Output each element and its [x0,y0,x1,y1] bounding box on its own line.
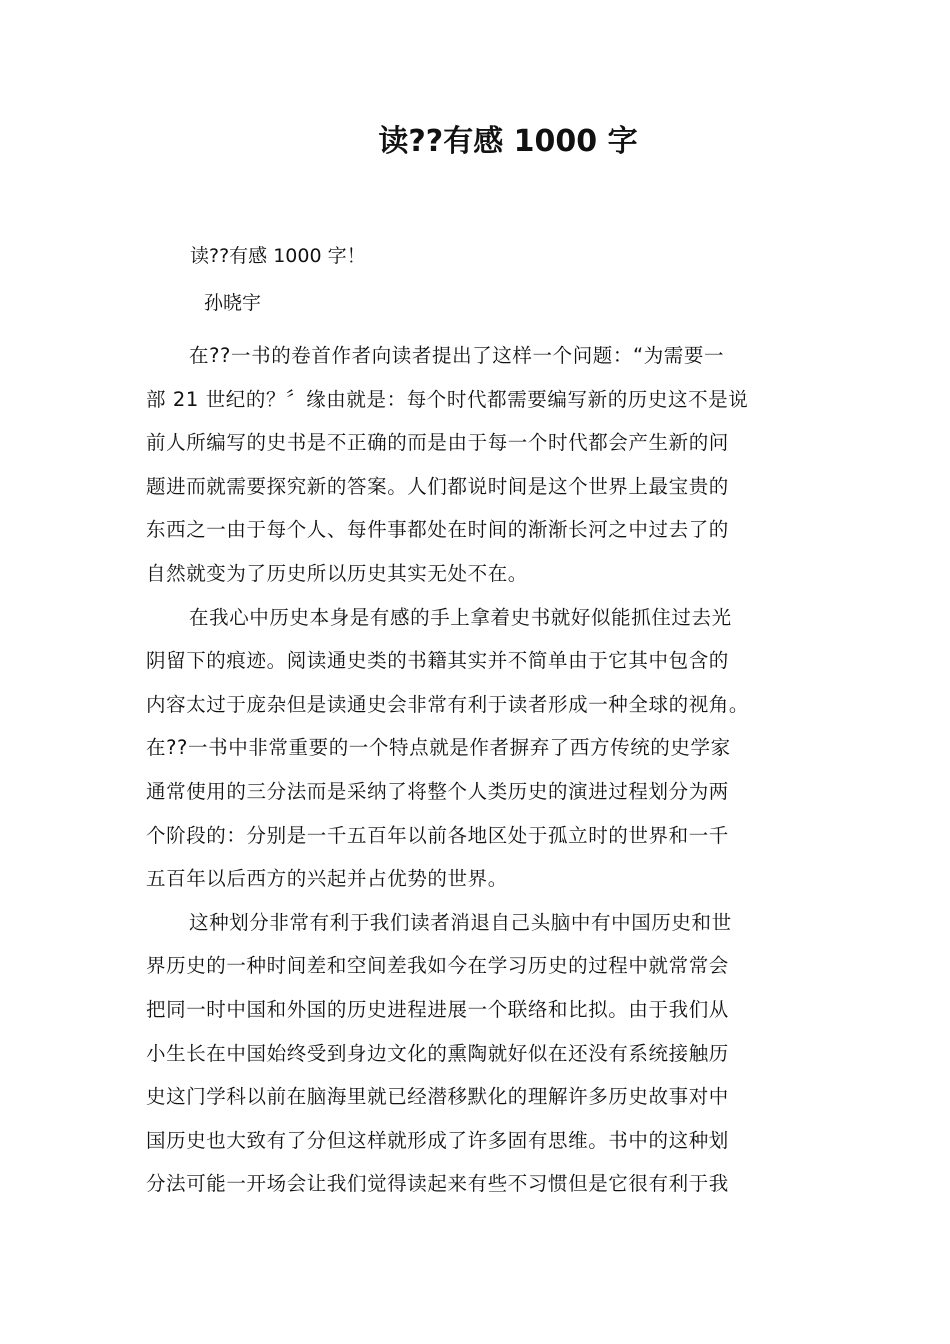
body-line: 小生长在中国始终受到身边文化的熏陶就好似在还没有系统接触历 [146,1041,729,1065]
body-line: 在??一书中非常重要的一个特点就是作者摒弃了西方传统的史学家 [146,736,731,760]
body-line: 内容太过于庞杂但是读通史会非常有利于读者形成一种全球的视角。 [146,692,750,716]
body-line: 在我心中历史本身是有感的手上拿着史书就好似能抓住过去光 [189,605,732,629]
body-text [146,334,806,1206]
body-line: 这种划分非常有利于我们读者消退自己头脑中有中国历史和世 [189,910,732,934]
author-name: 孙晓宇 [204,292,262,314]
body-line: 前人所编写的史书是不正确的而是由于每一个时代都会产生新的问 [146,431,729,455]
body-line: 界历史的一种时间差和空间差我如今在学习历史的过程中就常常会 [146,954,729,978]
body-line: 自然就变为了历史所以历史其实无处不在。 [146,561,528,585]
body-line: 通常使用的三分法而是采纳了将整个人类历史的演进过程划分为两 [146,779,729,803]
body-line: 在??一书的卷首作者向读者提出了这样一个问题：“为需要一 [189,344,725,367]
body-line: 个阶段的：分别是一千五百年以前各地区处于孤立时的世界和一千 [146,823,729,847]
document-title: 读??有感 1000 字 [378,124,638,159]
document-subtitle: 读??有感 1000 字！ [190,245,366,267]
title-container [0,118,950,166]
body-line: 阴留下的痕迹。阅读通史类的书籍其实并不简单由于它其中包含的 [146,649,729,673]
body-line: 分法可能一开场会让我们觉得读起来有些不习惯但是它很有利于我 [146,1172,729,1196]
body-line: 五百年以后西方的兴起并占优势的世界。 [146,867,508,891]
body-line: 题进而就需要探究新的答案。人们都说时间是这个世界上最宝贵的 [146,474,729,498]
body-line: 把同一时中国和外国的历史进程进展一个联络和比拟。由于我们从 [146,997,729,1021]
body-line: 国历史也大致有了分但这样就形成了许多固有思维。书中的这种划 [146,1128,729,1152]
body-line: 部 21 世纪的？〞缘由就是：每个时代都需要编写新的历史这不是说 [146,387,749,411]
body-line: 东西之一由于每个人、每件事都处在时间的渐渐长河之中过去了的 [146,518,729,542]
body-line: 史这门学科以前在脑海里就已经潜移默化的理解许多历史故事对中 [146,1085,729,1109]
